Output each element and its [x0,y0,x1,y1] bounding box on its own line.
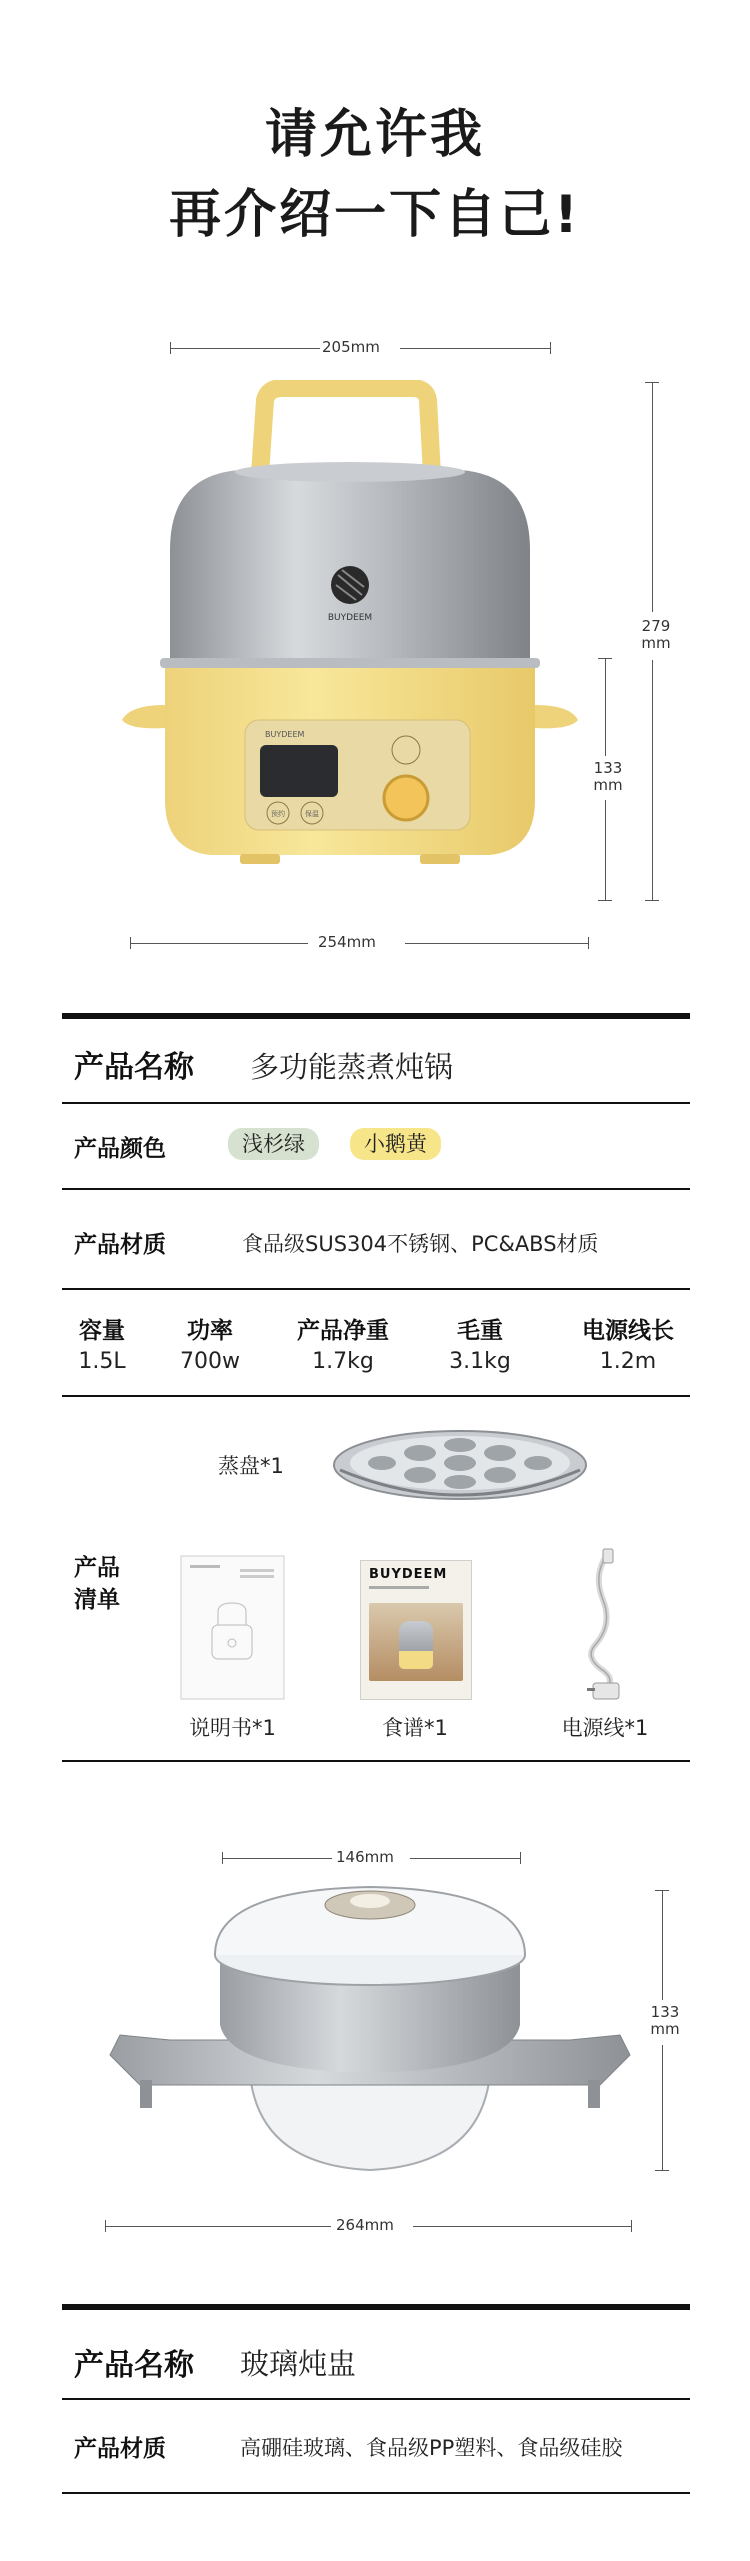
rule-2 [62,1188,690,1190]
list-item-cord-label: 电源线*1 [561,1716,649,1740]
spec-value-gross-weight: 3.1kg [449,1349,511,1374]
spec-value-power: 700w [180,1349,240,1374]
rule-top-2 [62,2304,690,2310]
list-item-recipe-label: 食谱*1 [382,1716,448,1740]
panel-button-2: 保温 [305,810,319,818]
product2-material-label: 产品材质 [74,2436,166,2462]
dim2-width-bottom: 264mm [336,2216,394,2234]
list-item-tray-label: 蒸盘*1 [218,1454,284,1478]
spec-header-power: 功率 [187,1318,233,1344]
product-color-label: 产品颜色 [74,1136,166,1162]
spec-value-net-weight: 1.7kg [312,1349,374,1374]
product2-name-value: 玻璃炖盅 [240,2347,357,2381]
manual-image [180,1555,285,1700]
headline-line-2: 再介绍一下自己! [169,185,581,245]
list-item-manual-label: 说明书*1 [189,1716,276,1740]
rule-3 [62,1288,690,1290]
spec-header-gross-weight: 毛重 [457,1318,503,1344]
recipe-book-image [360,1560,472,1700]
lid-brand: BUYDEEM [327,613,373,623]
rule-4 [62,1395,690,1397]
glass-pot-illustration [100,1875,640,2195]
color-chip-yellow[interactable]: 小鹅黄 [350,1128,441,1160]
rule-1 [62,1102,690,1104]
spec-value-capacity: 1.5L [78,1349,126,1374]
color-chip-green[interactable]: 浅杉绿 [228,1128,319,1160]
recipe-book-brand: BUYDEEM [369,1567,448,1582]
dim-height-body: 133 mm [593,759,623,794]
material-label: 产品材质 [74,1232,166,1258]
dim2-width-top: 146mm [336,1848,394,1866]
rule-5 [62,1760,690,1762]
dim2-height: 133 mm [650,2003,680,2038]
rule-7 [62,2492,690,2494]
product2-material-value: 高硼硅玻璃、食品级PP塑料、食品级硅胶 [240,2436,623,2460]
panel-text: BUYDEEM [265,730,305,739]
dim-height-total: 279 mm [641,617,671,652]
product2-name-label: 产品名称 [74,2348,194,2383]
spec-value-cord-length: 1.2m [599,1349,657,1374]
headline-line-1: 请允许我 [264,105,485,165]
product-name-label: 产品名称 [74,1050,194,1085]
product-name-value: 多功能蒸煮炖锅 [250,1050,454,1084]
power-cord-image [565,1545,645,1705]
steaming-tray-image [330,1425,590,1515]
spec-header-net-weight: 产品净重 [297,1318,389,1344]
steamer-illustration [110,380,600,920]
spec-header-cord-length: 电源线长 [582,1318,674,1344]
dim-width-top: 205mm [322,338,380,356]
product-list-label: 产品 清单 [74,1555,120,1613]
panel-button-1: 预约 [271,810,285,818]
dim-width-bottom: 254mm [318,933,376,951]
material-value: 食品级SUS304不锈钢、PC&ABS材质 [242,1232,599,1256]
product1-figure [0,320,750,970]
spec-header-capacity: 容量 [79,1318,125,1344]
product2-figure [0,1840,750,2270]
rule-6 [62,2398,690,2400]
rule-top-1 [62,1013,690,1019]
